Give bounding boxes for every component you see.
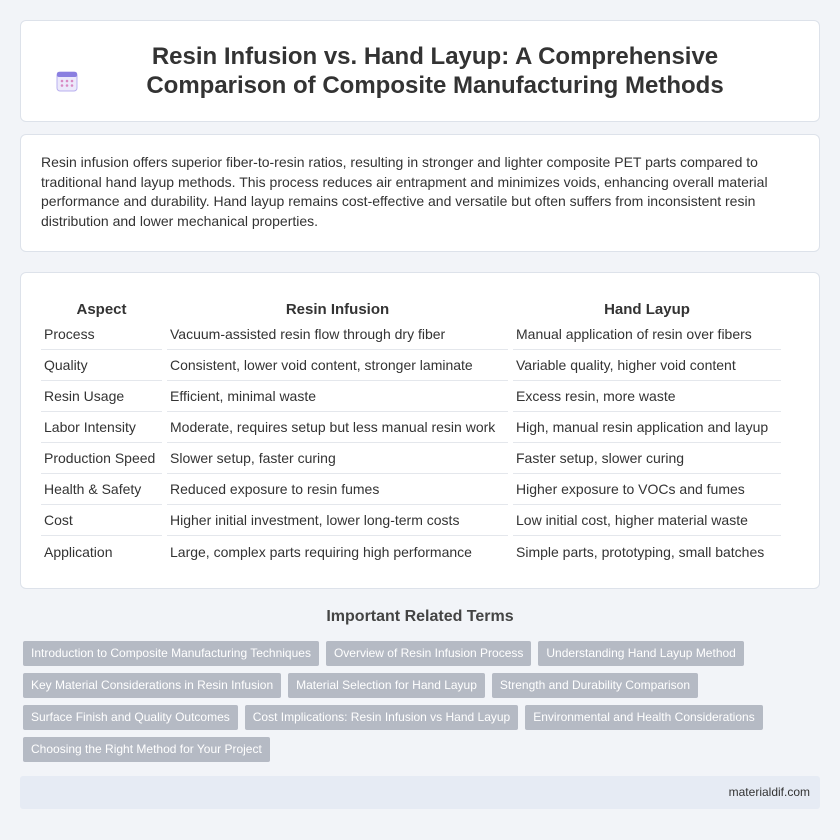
tag-row (23, 673, 823, 705)
related-terms-heading: Important Related Terms (326, 608, 514, 625)
cell-hand-layup: Variable quality, higher void content (513, 350, 781, 381)
related-term-link[interactable]: Strength and Durability Comparison (492, 673, 698, 698)
cell-resin-infusion: Consistent, lower void content, stronger laminate (167, 350, 508, 381)
cell-aspect: Production Speed (41, 443, 162, 474)
tag-row (23, 705, 823, 737)
related-term-link[interactable]: Overview of Resin Infusion Process (326, 641, 531, 666)
cell-aspect: Resin Usage (41, 381, 162, 412)
cell-hand-layup: High, manual resin application and layup (513, 412, 781, 443)
cell-aspect: Quality (41, 350, 162, 381)
cell-hand-layup: Simple parts, prototyping, small batches (516, 543, 765, 560)
cell-hand-layup: Higher exposure to VOCs and fumes (513, 474, 781, 505)
table-row (41, 443, 781, 474)
cell-hand-layup: Excess resin, more waste (513, 381, 781, 412)
cell-hand-layup: Manual application of resin over fibers (513, 319, 781, 350)
table-row (41, 536, 781, 567)
comparison-table (36, 297, 786, 567)
header-aspect: Aspect (76, 301, 127, 318)
header-hand-layup: Hand Layup (604, 301, 690, 318)
related-term-link[interactable]: Cost Implications: Resin Infusion vs Hand Layup (245, 705, 518, 730)
summary-paragraph: Resin infusion offers superior fiber-to-resin ratios, resulting in stronger and lighter composite PET parts compared to traditional hand layup methods. This process reduces air entrapment and minimizes voids, enhancing overall material performance and durability. Hand layup remains cost-effective and versatile but often suffers from inconsistent resin distribution and lower mechanical properties. (41, 154, 768, 229)
cell-hand-layup: Low initial cost, higher material waste (513, 505, 781, 536)
cell-resin-infusion: Vacuum-assisted resin flow through dry fiber (167, 319, 508, 350)
related-term-link[interactable]: Surface Finish and Quality Outcomes (23, 705, 238, 730)
cell-resin-infusion: Moderate, requires setup but less manual resin work (167, 412, 508, 443)
related-term-link[interactable]: Introduction to Composite Manufacturing Techniques (23, 641, 319, 666)
cell-resin-infusion: Efficient, minimal waste (167, 381, 508, 412)
cell-resin-infusion: Slower setup, faster curing (167, 443, 508, 474)
title-card (20, 20, 820, 122)
cell-aspect: Application (44, 543, 113, 560)
related-term-link[interactable]: Choosing the Right Method for Your Project (23, 737, 270, 762)
table-row (41, 381, 781, 412)
title-wrap (40, 42, 800, 100)
cell-aspect: Health & Safety (41, 474, 162, 505)
cell-resin-infusion: Large, complex parts requiring high performance (170, 543, 472, 560)
table-header-row (41, 297, 781, 319)
page-title: Resin Infusion vs. Hand Layup: A Comprehensive Comparison of Composite Manufacturing Methods (146, 43, 724, 99)
table-row (41, 505, 781, 536)
cell-aspect: Cost (41, 505, 162, 536)
comparison-table-card (20, 272, 820, 589)
calendar-icon (55, 69, 79, 93)
tag-row (23, 737, 823, 769)
footer (20, 776, 820, 809)
cell-aspect: Labor Intensity (41, 412, 162, 443)
table-row (41, 412, 781, 443)
table-row (41, 319, 781, 350)
table-row (41, 350, 781, 381)
header-resin-infusion: Resin Infusion (285, 301, 390, 318)
related-term-link[interactable]: Understanding Hand Layup Method (538, 641, 743, 666)
table-row (41, 474, 781, 505)
footer-site-label: materialdif.com (728, 785, 810, 799)
tag-row (23, 641, 823, 673)
cell-aspect: Process (41, 319, 162, 350)
related-term-link[interactable]: Key Material Considerations in Resin Infusion (23, 673, 281, 698)
related-term-link[interactable]: Material Selection for Hand Layup (288, 673, 485, 698)
cell-hand-layup: Faster setup, slower curing (513, 443, 781, 474)
summary-card (20, 134, 820, 252)
cell-resin-infusion: Higher initial investment, lower long-term costs (167, 505, 508, 536)
related-term-link[interactable]: Environmental and Health Considerations (525, 705, 762, 730)
related-terms-tags (23, 641, 823, 769)
cell-resin-infusion: Reduced exposure to resin fumes (167, 474, 508, 505)
